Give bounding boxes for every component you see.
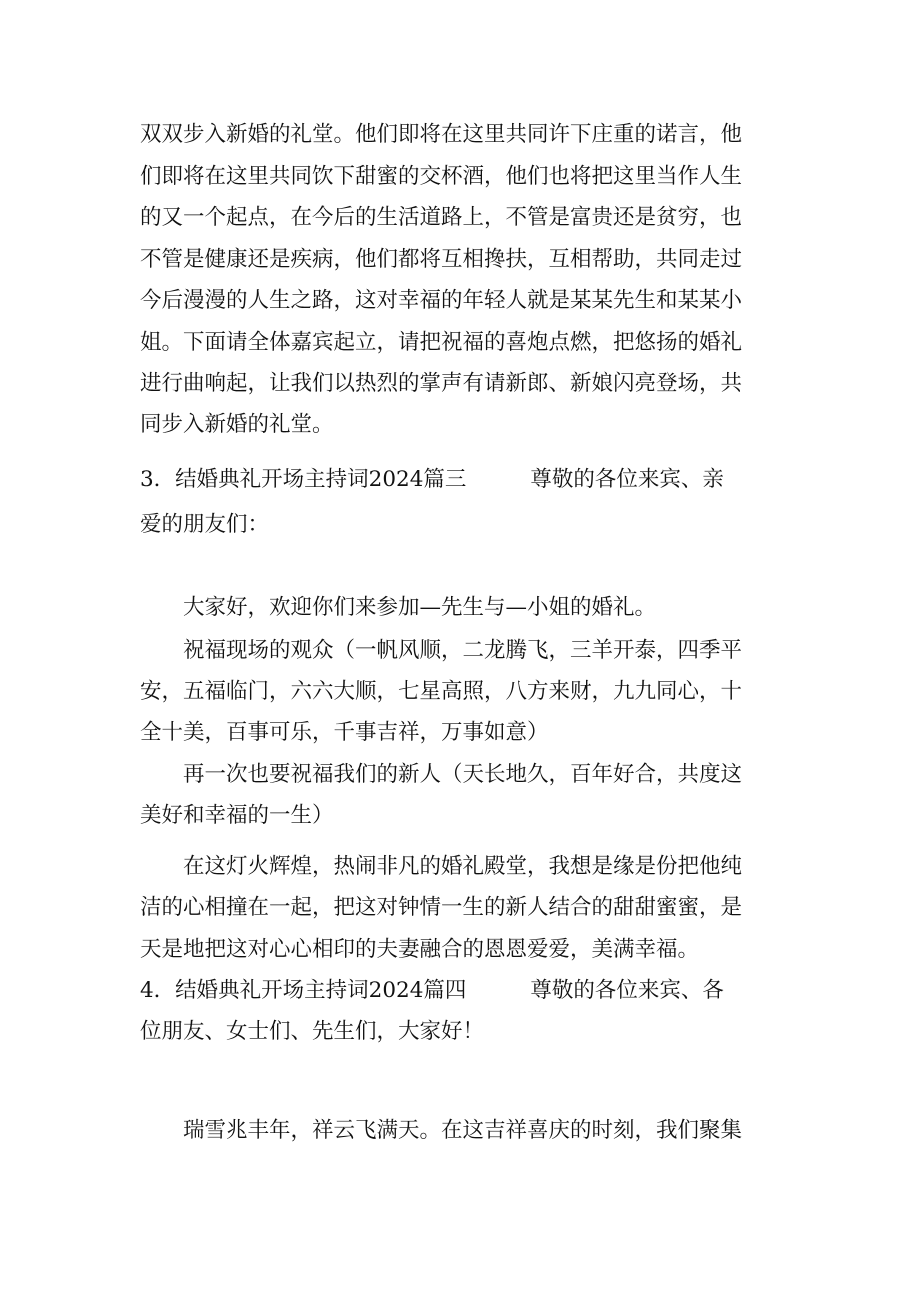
- paragraph-line: 祝福现场的观众（一帆风顺，二龙腾飞，三羊开泰，四季平: [183, 638, 743, 663]
- section-3-salutation: 尊敬的各位来宾、亲: [530, 467, 724, 492]
- paragraph-line: 双双步入新婚的礼堂。他们即将在这里共同许下庄重的诺言，他: [140, 122, 743, 147]
- paragraph-line: 不管是健康还是疾病，他们都将互相搀扶，互相帮助，共同走过: [140, 247, 743, 272]
- paragraph-line: 进行曲响起，让我们以热烈的掌声有请新郎、新娘闪亮登场，共: [140, 371, 743, 396]
- paragraph-line: 们即将在这里共同饮下甜蜜的交杯酒，他们也将把这里当作人生: [140, 164, 743, 189]
- paragraph-line: 在这灯火辉煌，热闹非凡的婚礼殿堂，我想是缘是份把他纯: [183, 854, 743, 879]
- paragraph-line: 同步入新婚的礼堂。: [140, 412, 334, 437]
- section-4-title: 4．结婚典礼开场主持词2024篇四: [140, 978, 467, 1003]
- paragraph-line: 洁的心相撞在一起，把这对钟情一生的新人结合的甜甜蜜蜜，是: [140, 895, 743, 920]
- section-3-salutation-cont: 爱的朋友们：: [140, 512, 270, 537]
- paragraph-line: 天是地把这对心心相印的夫妻融合的恩恩爱爱，美满幸福。: [140, 937, 700, 962]
- paragraph-line: 姐。下面请全体嘉宾起立，请把祝福的喜炮点燃，把悠扬的婚礼: [140, 330, 743, 355]
- paragraph-line: 全十美，百事可乐，千事吉祥，万事如意）: [140, 720, 549, 745]
- paragraph-line: 今后漫漫的人生之路，这对幸福的年轻人就是某某先生和某某小: [140, 288, 743, 313]
- section-3-heading: [140, 467, 724, 493]
- paragraph-line: 安，五福临门，六六大顺，七星高照，八方来财，九九同心，十: [140, 679, 743, 704]
- paragraph-line: 美好和幸福的一生）: [140, 803, 334, 828]
- section-4-salutation-cont: 位朋友、女士们、先生们，大家好！: [140, 1019, 485, 1044]
- section-3-title: 3．结婚典礼开场主持词2024篇三: [140, 467, 467, 492]
- paragraph-line: 大家好，欢迎你们来参加—先生与—小姐的婚礼。: [183, 595, 657, 620]
- paragraph-line: 的又一个起点，在今后的生活道路上，不管是富贵还是贫穷，也: [140, 205, 743, 230]
- section-4-heading: [140, 978, 724, 1004]
- section-4-salutation: 尊敬的各位来宾、各: [530, 978, 724, 1003]
- paragraph-line: 再一次也要祝福我们的新人（天长地久，百年好合，共度这: [183, 762, 743, 787]
- paragraph-line: 瑞雪兆丰年，祥云飞满天。在这吉祥喜庆的时刻，我们聚集: [183, 1118, 743, 1143]
